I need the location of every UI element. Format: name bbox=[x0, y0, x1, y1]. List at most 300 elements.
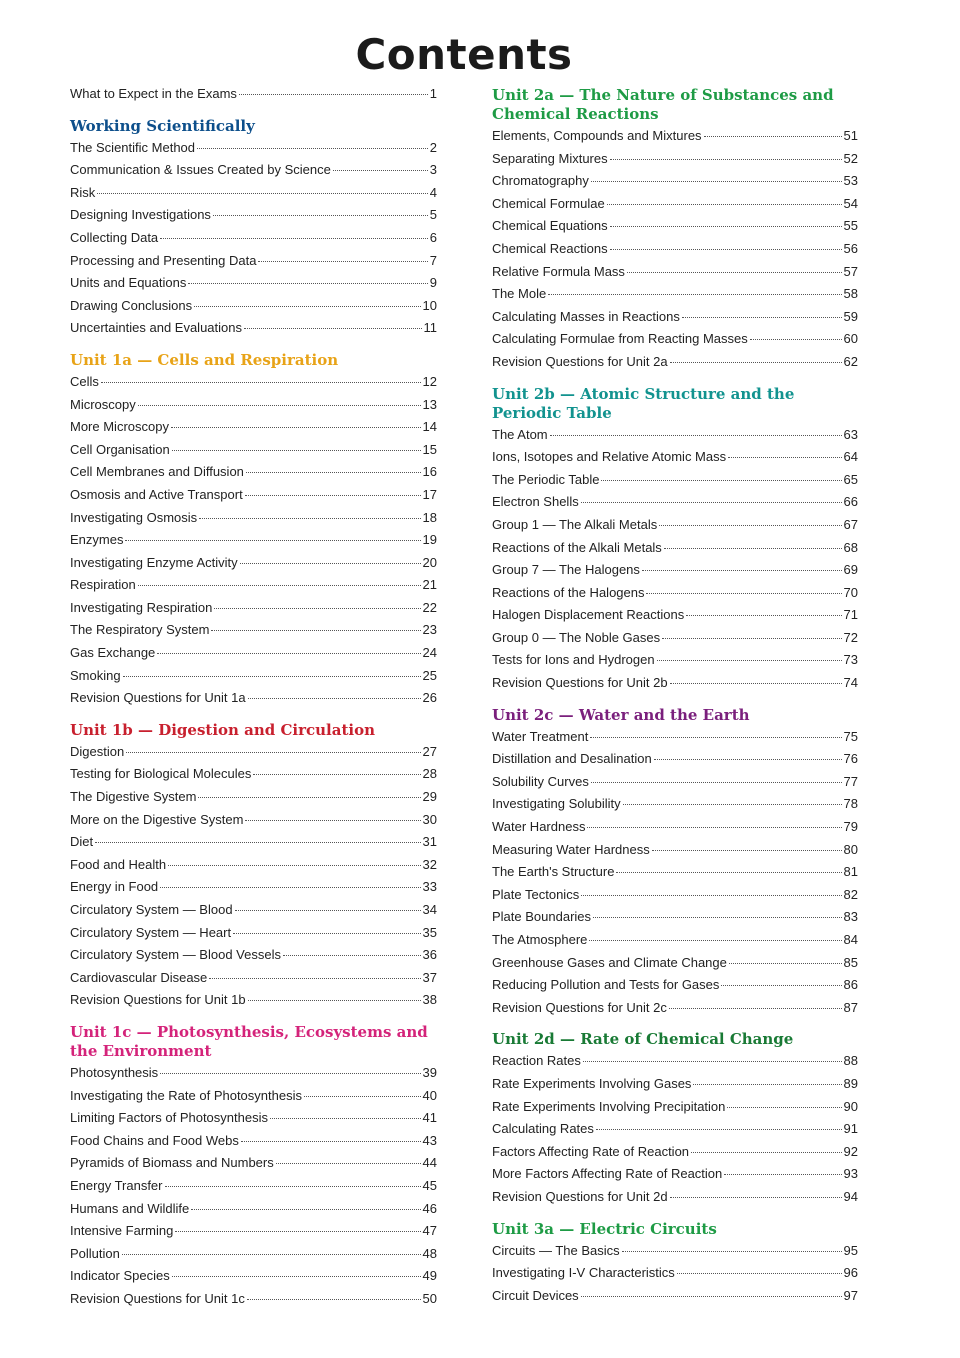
page-number: 40 bbox=[422, 1087, 437, 1103]
contents-entry[interactable] bbox=[70, 1088, 437, 1111]
page-number: 91 bbox=[843, 1121, 858, 1137]
dot-leader bbox=[171, 427, 421, 428]
contents-entry[interactable] bbox=[492, 218, 858, 241]
entry-title: More Microscopy bbox=[70, 419, 169, 435]
contents-entry[interactable] bbox=[70, 1291, 437, 1314]
contents-entry[interactable] bbox=[492, 1166, 858, 1189]
contents-entry[interactable] bbox=[70, 253, 437, 276]
contents-entry[interactable] bbox=[492, 151, 858, 174]
entry-title: Investigating Enzyme Activity bbox=[70, 554, 238, 570]
contents-entry[interactable] bbox=[70, 140, 437, 163]
page-number: 64 bbox=[843, 449, 858, 465]
page-number: 27 bbox=[422, 743, 437, 759]
entry-title: Designing Investigations bbox=[70, 207, 211, 223]
contents-entry[interactable] bbox=[70, 230, 437, 253]
page-number: 73 bbox=[843, 652, 858, 668]
page-number: 1 bbox=[429, 86, 437, 101]
entry-title: The Digestive System bbox=[70, 789, 197, 805]
entry-title: Food and Health bbox=[70, 856, 167, 872]
dot-leader bbox=[682, 317, 842, 318]
contents-entry[interactable] bbox=[492, 128, 858, 151]
dot-leader bbox=[610, 226, 842, 227]
page-number: 44 bbox=[422, 1155, 437, 1171]
entry-title: Calculating Masses in Reactions bbox=[492, 308, 680, 324]
dot-leader bbox=[691, 1152, 842, 1153]
section-heading: Working Scientifically bbox=[70, 116, 255, 135]
dot-leader bbox=[240, 563, 421, 564]
dot-leader bbox=[160, 1073, 420, 1074]
entry-title: Revision Questions for Unit 2d bbox=[492, 1188, 668, 1204]
page-number: 87 bbox=[843, 999, 858, 1015]
entry-title: Units and Equations bbox=[70, 275, 187, 291]
contents-entry[interactable] bbox=[492, 774, 858, 797]
entry-title: Indicator Species bbox=[70, 1268, 170, 1284]
contents-entry[interactable] bbox=[492, 540, 858, 563]
entry-title: Pollution bbox=[70, 1245, 120, 1261]
dot-leader bbox=[548, 294, 841, 295]
page-number: 77 bbox=[843, 773, 858, 789]
contents-entry[interactable] bbox=[70, 487, 437, 510]
contents-entry[interactable] bbox=[492, 909, 858, 932]
page-number: 92 bbox=[843, 1143, 858, 1159]
entry-title: Greenhouse Gases and Climate Change bbox=[492, 954, 727, 970]
entry-title: Calculating Formulae from Reacting Masses bbox=[492, 331, 748, 347]
dot-leader bbox=[596, 1129, 842, 1130]
dot-leader bbox=[235, 910, 421, 911]
page-number: 86 bbox=[843, 977, 858, 993]
entry-title: Group 0 — The Noble Gases bbox=[492, 629, 661, 645]
entry-title: Intensive Farming bbox=[70, 1223, 174, 1239]
page-number: 32 bbox=[422, 856, 437, 872]
contents-entry[interactable] bbox=[70, 1178, 437, 1201]
entry-title: Energy in Food bbox=[70, 879, 159, 895]
dot-leader bbox=[241, 1141, 421, 1142]
entry-title: Revision Questions for Unit 2a bbox=[492, 353, 668, 369]
contents-entry[interactable] bbox=[70, 947, 437, 970]
dot-leader bbox=[101, 382, 421, 383]
entry-title: The Mole bbox=[492, 286, 547, 302]
entry-title: Photosynthesis bbox=[70, 1064, 159, 1080]
contents-entry[interactable] bbox=[70, 185, 437, 208]
contents-entry[interactable] bbox=[492, 309, 858, 332]
contents-entry[interactable] bbox=[70, 577, 437, 600]
page-number: 7 bbox=[429, 252, 437, 268]
page-number: 45 bbox=[422, 1177, 437, 1193]
entry-title: Circuit Devices bbox=[492, 1287, 579, 1303]
contents-entry[interactable] bbox=[70, 925, 437, 948]
dot-leader bbox=[693, 1084, 841, 1085]
page-number: 2 bbox=[429, 139, 437, 155]
dot-leader bbox=[750, 339, 842, 340]
contents-entry[interactable] bbox=[492, 751, 858, 774]
entry-title: Reactions of the Alkali Metals bbox=[492, 539, 662, 555]
contents-entry[interactable] bbox=[70, 298, 437, 321]
page-number: 90 bbox=[843, 1098, 858, 1114]
contents-entry[interactable] bbox=[70, 766, 437, 789]
page-number: 35 bbox=[422, 924, 437, 940]
page-number: 83 bbox=[843, 909, 858, 925]
dot-leader bbox=[727, 1107, 841, 1108]
dot-leader bbox=[138, 405, 421, 406]
contents-entry[interactable] bbox=[492, 955, 858, 978]
contents-entry[interactable] bbox=[492, 1288, 858, 1311]
contents-entry[interactable] bbox=[492, 842, 858, 865]
page-number: 41 bbox=[422, 1110, 437, 1126]
entry-title: The Atom bbox=[492, 426, 548, 442]
page-number: 82 bbox=[843, 886, 858, 902]
dot-leader bbox=[191, 1209, 420, 1210]
entry-title: Microscopy bbox=[70, 396, 136, 412]
page-number: 52 bbox=[843, 150, 858, 166]
page-number: 94 bbox=[843, 1188, 858, 1204]
entry-title: Investigating the Rate of Photosynthesis bbox=[70, 1087, 302, 1103]
entry-title: Cardiovascular Disease bbox=[70, 969, 208, 985]
contents-entry[interactable] bbox=[492, 932, 858, 955]
dot-leader bbox=[209, 978, 420, 979]
entry-title: Uncertainties and Evaluations bbox=[70, 320, 242, 336]
dot-leader bbox=[95, 842, 420, 843]
contents-entry[interactable] bbox=[70, 442, 437, 465]
entry-title: Investigating Solubility bbox=[492, 796, 621, 812]
page-number: 84 bbox=[843, 932, 858, 947]
entry-title: Calculating Rates bbox=[492, 1121, 594, 1137]
entry-title: The Periodic Table bbox=[492, 471, 600, 487]
dot-leader bbox=[211, 630, 420, 631]
contents-entry[interactable] bbox=[492, 264, 858, 287]
contents-entry[interactable] bbox=[70, 970, 437, 993]
dot-leader bbox=[214, 608, 420, 609]
entry-title: Chromatography bbox=[492, 173, 589, 189]
contents-entry[interactable] bbox=[70, 1110, 437, 1133]
page-number: 33 bbox=[422, 879, 437, 895]
page-number: 3 bbox=[429, 162, 437, 178]
contents-entry[interactable] bbox=[70, 86, 437, 109]
dot-leader bbox=[199, 518, 420, 519]
entry-title: Diet bbox=[70, 834, 94, 850]
contents-entry[interactable] bbox=[70, 532, 437, 555]
page-number: 22 bbox=[422, 599, 437, 615]
entry-title: Revision Questions for Unit 1c bbox=[70, 1290, 245, 1306]
contents-entry[interactable] bbox=[492, 331, 858, 354]
contents-entry[interactable] bbox=[492, 796, 858, 819]
contents-entry[interactable] bbox=[70, 374, 437, 397]
entry-title: Humans and Wildlife bbox=[70, 1200, 190, 1216]
page-number: 76 bbox=[843, 751, 858, 767]
contents-entry[interactable] bbox=[492, 585, 858, 608]
contents-entry[interactable] bbox=[70, 879, 437, 902]
contents-entry[interactable] bbox=[492, 1189, 858, 1212]
dot-leader bbox=[245, 820, 420, 821]
dot-leader bbox=[125, 540, 420, 541]
section-heading: Unit 2d — Rate of Chemical Change bbox=[492, 1030, 794, 1049]
contents-entry[interactable] bbox=[70, 812, 437, 835]
page-number: 4 bbox=[429, 184, 437, 200]
entry-title: Revision Questions for Unit 2c bbox=[492, 999, 667, 1015]
dot-leader bbox=[123, 676, 421, 677]
entry-title: Processing and Presenting Data bbox=[70, 252, 257, 268]
entry-title: Separating Mixtures bbox=[492, 150, 608, 166]
page-title: Contents bbox=[355, 30, 573, 79]
contents-entry[interactable] bbox=[492, 887, 858, 910]
contents-entry[interactable] bbox=[492, 1053, 858, 1076]
dot-leader bbox=[652, 850, 842, 851]
dot-leader bbox=[126, 752, 420, 753]
entry-title: Plate Boundaries bbox=[492, 909, 592, 925]
contents-entry[interactable] bbox=[70, 1133, 437, 1156]
entry-title: Gas Exchange bbox=[70, 645, 156, 661]
dot-leader bbox=[239, 94, 428, 95]
contents-entry[interactable] bbox=[492, 652, 858, 675]
contents-entry[interactable] bbox=[70, 902, 437, 925]
section-heading: Unit 2a — The Nature of Substances and Chemical Reactions bbox=[492, 86, 834, 123]
dot-leader bbox=[160, 887, 420, 888]
entry-title: Digestion bbox=[70, 743, 125, 759]
dot-leader bbox=[165, 1186, 421, 1187]
dot-leader bbox=[589, 940, 841, 941]
contents-entry[interactable] bbox=[70, 320, 437, 343]
entry-title: Rate Experiments Involving Gases bbox=[492, 1075, 692, 1091]
contents-entry[interactable] bbox=[492, 562, 858, 585]
page-number: 6 bbox=[429, 229, 437, 245]
contents-entry[interactable] bbox=[70, 600, 437, 623]
entry-title: Testing for Biological Molecules bbox=[70, 766, 252, 782]
entry-title: Electron Shells bbox=[492, 494, 579, 510]
dot-leader bbox=[253, 774, 420, 775]
contents-entry[interactable] bbox=[70, 789, 437, 812]
contents-entry[interactable] bbox=[70, 1246, 437, 1269]
entry-title: The Atmosphere bbox=[492, 932, 588, 947]
contents-entry[interactable] bbox=[492, 729, 858, 752]
page-number: 63 bbox=[843, 426, 858, 442]
entry-title: Group 7 — The Halogens bbox=[492, 562, 640, 578]
contents-entry[interactable] bbox=[70, 1268, 437, 1291]
page-number: 5 bbox=[429, 207, 437, 223]
contents-entry[interactable] bbox=[70, 992, 437, 1015]
entry-title: Reaction Rates bbox=[492, 1053, 581, 1069]
contents-entry[interactable] bbox=[70, 834, 437, 857]
entry-title: Chemical Equations bbox=[492, 218, 608, 234]
contents-entry[interactable] bbox=[492, 173, 858, 196]
dot-leader bbox=[654, 759, 842, 760]
contents-entry[interactable] bbox=[492, 1000, 858, 1023]
contents-entry[interactable] bbox=[492, 1144, 858, 1167]
contents-entry[interactable] bbox=[70, 622, 437, 645]
entry-title: Chemical Formulae bbox=[492, 195, 605, 211]
dot-leader bbox=[677, 1273, 842, 1274]
page-number: 36 bbox=[422, 947, 437, 963]
entry-title: Cell Membranes and Diffusion bbox=[70, 464, 244, 480]
dot-leader bbox=[616, 872, 841, 873]
section-heading: Unit 1a — Cells and Respiration bbox=[70, 350, 339, 369]
page-number: 10 bbox=[422, 297, 437, 313]
contents-entry[interactable] bbox=[492, 1099, 858, 1122]
entry-title: Elements, Compounds and Mixtures bbox=[492, 128, 702, 143]
dot-leader bbox=[669, 1008, 842, 1009]
page-number: 14 bbox=[422, 419, 437, 435]
contents-entry[interactable] bbox=[70, 668, 437, 691]
entry-title: Revision Questions for Unit 1a bbox=[70, 690, 246, 706]
dot-leader bbox=[664, 548, 842, 549]
dot-leader bbox=[601, 480, 841, 481]
contents-entry[interactable] bbox=[70, 555, 437, 578]
contents-entry[interactable] bbox=[492, 517, 858, 540]
contents-entry[interactable] bbox=[492, 675, 858, 698]
entry-title: Solubility Curves bbox=[492, 773, 589, 789]
contents-entry[interactable] bbox=[492, 196, 858, 219]
dot-leader bbox=[728, 457, 841, 458]
page-number: 26 bbox=[422, 690, 437, 706]
page-number: 55 bbox=[843, 218, 858, 234]
entry-title: Enzymes bbox=[70, 532, 124, 548]
page-number: 28 bbox=[422, 766, 437, 782]
page-number: 93 bbox=[843, 1166, 858, 1182]
entry-title: Investigating I-V Characteristics bbox=[492, 1265, 675, 1281]
dot-leader bbox=[587, 827, 841, 828]
dot-leader bbox=[623, 804, 842, 805]
contents-entry[interactable] bbox=[492, 607, 858, 630]
contents-entry[interactable] bbox=[492, 1265, 858, 1288]
entry-title: Halogen Displacement Reactions bbox=[492, 607, 685, 623]
dot-leader bbox=[657, 660, 842, 661]
page-number: 75 bbox=[843, 728, 858, 744]
section-heading: Unit 1c — Photosynthesis, Ecosystems and the Environment bbox=[70, 1022, 428, 1060]
contents-entry[interactable] bbox=[492, 1243, 858, 1266]
page-number: 56 bbox=[843, 240, 858, 256]
contents-entry[interactable] bbox=[492, 977, 858, 1000]
dot-leader bbox=[593, 917, 842, 918]
page-number: 74 bbox=[843, 675, 858, 691]
dot-leader bbox=[172, 450, 421, 451]
page-number: 49 bbox=[422, 1268, 437, 1284]
contents-entry[interactable] bbox=[492, 1076, 858, 1099]
contents-entry[interactable] bbox=[70, 744, 437, 767]
page-number: 65 bbox=[843, 471, 858, 487]
entry-title: Revision Questions for Unit 2b bbox=[492, 675, 668, 691]
entry-title: Tests for Ions and Hydrogen bbox=[492, 652, 655, 668]
contents-entry[interactable] bbox=[492, 1121, 858, 1144]
section-heading: Unit 2c — Water and the Earth bbox=[492, 705, 750, 724]
page-number: 23 bbox=[422, 622, 437, 638]
page-number: 81 bbox=[843, 864, 858, 880]
entry-title: Circulatory System — Blood Vessels bbox=[70, 947, 281, 963]
page-number: 96 bbox=[843, 1265, 858, 1281]
contents-entry[interactable] bbox=[492, 241, 858, 264]
page-number: 34 bbox=[422, 902, 437, 917]
entry-title: Reducing Pollution and Tests for Gases bbox=[492, 977, 720, 993]
dot-leader bbox=[590, 737, 841, 738]
dot-leader bbox=[304, 1096, 421, 1097]
contents-entry[interactable] bbox=[70, 645, 437, 668]
dot-leader bbox=[276, 1163, 421, 1164]
entry-title: Reactions of the Halogens bbox=[492, 584, 645, 600]
contents-entry[interactable] bbox=[492, 630, 858, 653]
page-number: 12 bbox=[422, 373, 437, 389]
dot-leader bbox=[721, 985, 841, 986]
dot-leader bbox=[157, 653, 420, 654]
entry-title: Communication & Issues Created by Science bbox=[70, 162, 331, 178]
contents-entry[interactable] bbox=[70, 1065, 437, 1088]
page-number: 37 bbox=[422, 969, 437, 985]
page-number: 46 bbox=[422, 1200, 437, 1216]
contents-entry[interactable] bbox=[492, 494, 858, 517]
contents-entry[interactable] bbox=[70, 1223, 437, 1246]
contents-entry[interactable] bbox=[492, 449, 858, 472]
page-number: 51 bbox=[843, 128, 858, 143]
entry-title: Energy Transfer bbox=[70, 1177, 163, 1193]
page-number: 71 bbox=[843, 607, 858, 623]
page-number: 79 bbox=[843, 819, 858, 835]
dot-leader bbox=[138, 585, 421, 586]
page-number: 78 bbox=[843, 796, 858, 812]
page-number: 53 bbox=[843, 173, 858, 189]
contents-entry[interactable] bbox=[70, 419, 437, 442]
contents-entry[interactable] bbox=[492, 354, 858, 377]
contents-entry[interactable] bbox=[70, 397, 437, 420]
entry-title: Collecting Data bbox=[70, 229, 159, 245]
dot-leader bbox=[258, 261, 427, 262]
contents-entry[interactable] bbox=[70, 857, 437, 880]
page-number: 16 bbox=[422, 464, 437, 480]
contents-entry[interactable] bbox=[492, 286, 858, 309]
dot-leader bbox=[610, 159, 842, 160]
contents-entry[interactable] bbox=[70, 690, 437, 713]
dot-leader bbox=[581, 502, 842, 503]
dot-leader bbox=[627, 272, 842, 273]
entry-title: Smoking bbox=[70, 667, 121, 683]
contents-entry[interactable] bbox=[492, 472, 858, 495]
entry-title: Circulatory System — Heart bbox=[70, 924, 232, 940]
dot-leader bbox=[233, 933, 420, 934]
page-number: 66 bbox=[843, 494, 858, 510]
contents-entry[interactable] bbox=[492, 864, 858, 887]
page-number: 67 bbox=[843, 516, 858, 532]
contents-entry[interactable] bbox=[492, 427, 858, 450]
contents-entry[interactable] bbox=[70, 275, 437, 298]
page-number: 17 bbox=[422, 486, 437, 502]
entry-title: More on the Digestive System bbox=[70, 811, 244, 827]
contents-entry[interactable] bbox=[70, 1201, 437, 1224]
dot-leader bbox=[244, 328, 422, 329]
contents-entry[interactable] bbox=[70, 464, 437, 487]
contents-entry[interactable] bbox=[70, 162, 437, 185]
entry-title: The Earth's Structure bbox=[492, 864, 615, 880]
page-number: 89 bbox=[843, 1075, 858, 1091]
entry-title: Relative Formula Mass bbox=[492, 263, 625, 279]
entry-title: Risk bbox=[70, 184, 96, 200]
page-number: 9 bbox=[429, 275, 437, 291]
entry-title: Circulatory System — Blood bbox=[70, 902, 233, 917]
page-number: 80 bbox=[843, 841, 858, 857]
contents-column-right bbox=[492, 86, 858, 1310]
entry-title: Drawing Conclusions bbox=[70, 297, 193, 313]
contents-entry[interactable] bbox=[70, 510, 437, 533]
dot-leader bbox=[686, 615, 841, 616]
dot-leader bbox=[670, 683, 842, 684]
contents-column-left bbox=[70, 86, 437, 1314]
entry-title: Cells bbox=[70, 373, 99, 389]
section-heading: Unit 2b — Atomic Structure and the Periodic Table bbox=[492, 384, 795, 422]
page-number: 68 bbox=[843, 539, 858, 555]
entry-title: Measuring Water Hardness bbox=[492, 841, 650, 857]
dot-leader bbox=[704, 136, 842, 137]
contents-entry[interactable] bbox=[492, 819, 858, 842]
contents-entry[interactable] bbox=[70, 207, 437, 230]
dot-leader bbox=[333, 170, 428, 171]
page-number: 18 bbox=[422, 509, 437, 525]
section-heading: Unit 3a — Electric Circuits bbox=[492, 1219, 717, 1238]
page-number: 88 bbox=[843, 1053, 858, 1069]
contents-entry[interactable] bbox=[70, 1155, 437, 1178]
